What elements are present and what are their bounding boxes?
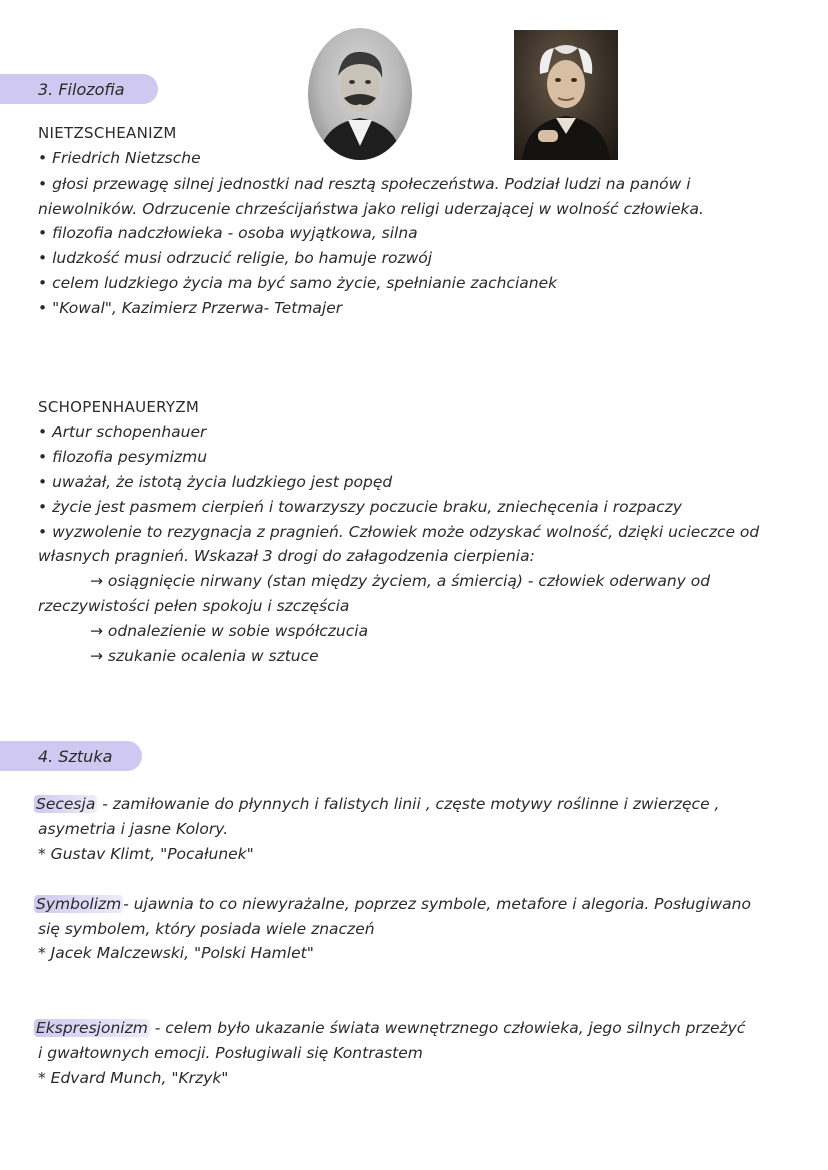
secesja-line: asymetria i jasne Kolory. [38, 820, 229, 838]
nietzscheanism-line: • głosi przewagę silnej jednostki nad resztą społeczeństwa. Podział ludzi na panów i [38, 175, 691, 193]
nietzscheanism-line: niewolników. Odrzucenie chrześcijaństwa jako religi uderzającej w wolność człowieka. [38, 200, 704, 218]
ekspresjonizm-text: - celem było ukazanie świata wewnętrznego człowieka, jego silnych przeżyć [149, 1019, 746, 1037]
nietzscheanism-heading: NIETZSCHEANIZM [38, 124, 177, 142]
nietzscheanism-line: • Friedrich Nietzsche [38, 149, 201, 167]
symbolizm-line: się symbolem, który posiada wiele znaczeń [38, 920, 375, 938]
schopenhauerism-sub-line: → szukanie ocalenia w sztuce [90, 647, 319, 665]
schopenhauerism-line: rzeczywistości pełen spokoju i szczęścia [38, 597, 350, 615]
ekspresjonizm-definition [38, 1018, 745, 1038]
nietzscheanism-line: • filozofia nadczłowieka - osoba wyjątkowa, silna [38, 224, 418, 242]
symbolizm-term: Symbolizm [36, 895, 122, 913]
nietzsche-portrait-drawing [308, 28, 412, 160]
symbolizm-example: * Jacek Malczewski, "Polski Hamlet" [38, 944, 314, 962]
nietzscheanism-line: • "Kowal", Kazimierz Przerwa- Tetmajer [38, 299, 343, 317]
symbolizm-definition [38, 894, 751, 914]
secesja-text: - zamiłowanie do płynnych i falistych linii , częste motywy roślinne i zwierzęce , [97, 795, 720, 813]
section-title-philosophy-text: 3. Filozofia [38, 79, 125, 99]
schopenhauerism-sub-line: → odnalezienie w sobie współczucia [90, 622, 369, 640]
schopenhauerism-sub-line: → osiągnięcie nirwany (stan między życiem, a śmiercią) - człowiek oderwany od [90, 572, 711, 590]
schopenhauerism-line: własnych pragnień. Wskazał 3 drogi do załagodzenia cierpienia: [38, 547, 535, 565]
ekspresjonizm-line: i gwałtownych emocji. Posługiwali się Kontrastem [38, 1044, 423, 1062]
section-title-philosophy [0, 74, 158, 104]
schopenhauerism-line: • filozofia pesymizmu [38, 448, 208, 466]
nietzscheanism-line: • celem ludzkiego życia ma być samo życie, spełnianie zachcianek [38, 274, 558, 292]
schopenhauerism-heading: SCHOPENHAUERYZM [38, 398, 200, 416]
schopenhauerism-line: • Artur schopenhauer [38, 423, 207, 441]
secesja-definition [38, 794, 719, 814]
secesja-example: * Gustav Klimt, "Pocałunek" [38, 845, 254, 863]
schopenhauer-portrait-image [514, 30, 618, 160]
nietzsche-portrait-image [308, 28, 412, 160]
schopenhauerism-line: • uważał, że istotą życia ludzkiego jest popęd [38, 473, 393, 491]
ekspresjonizm-term: Ekspresjonizm [36, 1019, 148, 1037]
nietzscheanism-line: • ludzkość musi odrzucić religie, bo hamuje rozwój [38, 249, 433, 267]
secesja-term: Secesja [36, 795, 96, 813]
schopenhauerism-line: • wyzwolenie to rezygnacja z pragnień. Człowiek może odzyskać wolność, dzięki ucieczce od [38, 523, 760, 541]
section-title-art-text: 4. Sztuka [38, 746, 113, 766]
schopenhauerism-line: • życie jest pasmem cierpień i towarzyszy poczucie braku, zniechęcenia i rozpaczy [38, 498, 682, 516]
ekspresjonizm-example: * Edvard Munch, "Krzyk" [38, 1069, 229, 1087]
section-title-art [0, 741, 142, 771]
schopenhauer-portrait-drawing [514, 30, 618, 160]
symbolizm-text: - ujawnia to co niewyrażalne, poprzez symbole, metafore i alegoria. Posługiwano [123, 895, 751, 913]
